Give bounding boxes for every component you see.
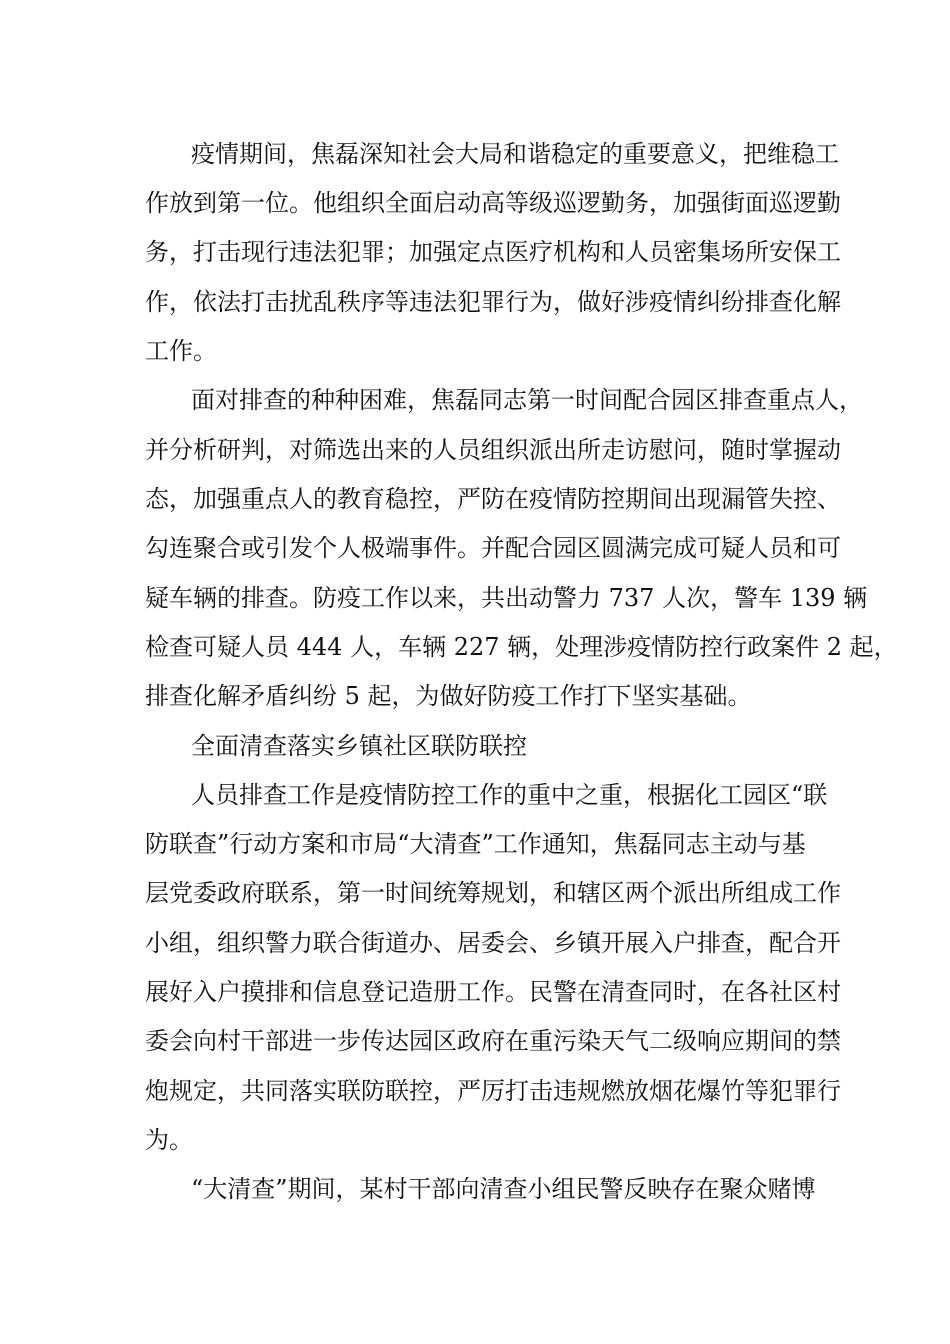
- paragraph-2-line-3: 态，加强重点人的教育稳控，严防在疫情防控期间出现漏管失控、: [145, 485, 841, 513]
- paragraph-4-line-1: “大清查”期间，某村干部向清查小组民警反映存在聚众赌博: [191, 1175, 816, 1203]
- paragraph-2-line-1: 面对排查的种种困难，焦磊同志第一时间配合园区排查重点人，: [191, 386, 863, 414]
- paragraph-2-line-4: 勾连聚合或引发个人极端事件。并配合园区圆满完成可疑人员和可: [145, 534, 841, 562]
- paragraph-3-line-4: 小组，组织警力联合街道办、居委会、乡镇开展入户排查，配合开: [145, 929, 841, 957]
- paragraph-3-line-5: 展好入户摸排和信息登记造册工作。民警在清查同时，在各社区村: [145, 978, 841, 1006]
- paragraph-3-line-1: 人员排查工作是疫情防控工作的重中之重，根据化工园区“联: [191, 781, 828, 809]
- paragraph-3-line-3: 层党委政府联系，第一时间统筹规划，和辖区两个派出所组成工作: [145, 879, 841, 907]
- section-heading: 全面清查落实乡镇社区联防联控: [191, 732, 527, 760]
- paragraph-1-line-1: 疫情期间，焦磊深知社会大局和谐稳定的重要意义，把维稳工: [191, 140, 839, 168]
- paragraph-2-line-6: 检查可疑人员 444 人，车辆 227 辆，处理涉疫情防控行政案件 2 起，: [145, 633, 898, 661]
- paragraph-1-line-5: 工作。: [145, 337, 217, 365]
- paragraph-1-line-4: 作，依法打击扰乱秩序等违法犯罪行为，做好涉疫情纠纷排查化解: [145, 288, 841, 316]
- paragraph-3-line-2: 防联查”行动方案和市局“大清查”工作通知，焦磊同志主动与基: [145, 830, 806, 858]
- paragraph-2-line-5: 疑车辆的排查。防疫工作以来，共出动警力 737 人次，警车 139 辆: [145, 584, 868, 612]
- paragraph-3-line-6: 委会向村干部进一步传达园区政府在重污染天气二级响应期间的禁: [145, 1027, 841, 1055]
- paragraph-3-line-7: 炮规定，共同落实联防联控，严厉打击违规燃放烟花爆竹等犯罪行: [145, 1077, 841, 1105]
- paragraph-2-line-2: 并分析研判，对筛选出来的人员组织派出所走访慰问，随时掌握动: [145, 436, 841, 464]
- paragraph-1-line-3: 务，打击现行违法犯罪；加强定点医疗机构和人员密集场所安保工: [145, 238, 841, 266]
- paragraph-2-line-7: 排查化解矛盾纠纷 5 起，为做好防疫工作打下坚实基础。: [145, 682, 752, 710]
- paragraph-3-line-8: 为。: [145, 1126, 193, 1154]
- paragraph-1-line-2: 作放到第一位。他组织全面启动高等级巡逻勤务，加强街面巡逻勤: [145, 189, 841, 217]
